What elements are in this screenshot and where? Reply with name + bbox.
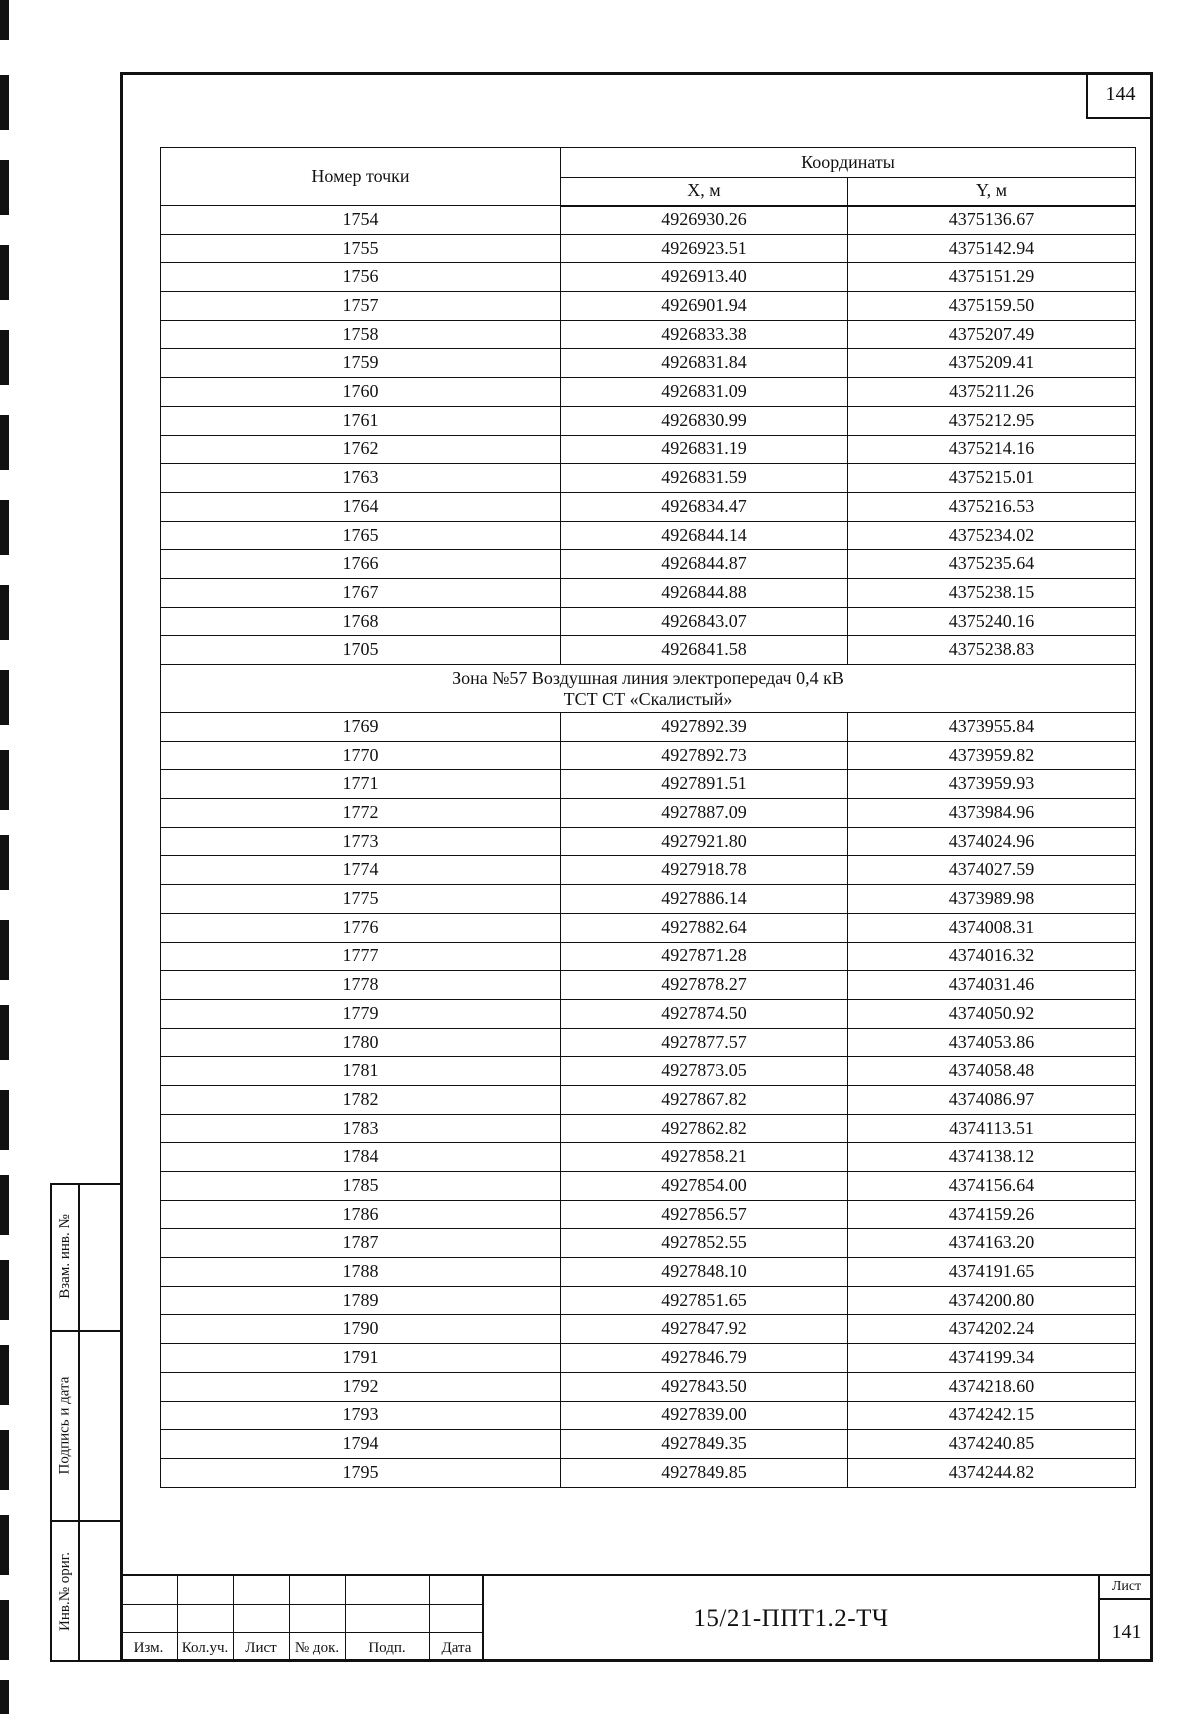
x-coordinate-cell: 4926831.19 <box>561 435 848 464</box>
point-number-cell: 1792 <box>161 1372 561 1401</box>
table-row <box>161 1430 1136 1459</box>
table-row <box>161 320 1136 349</box>
table-row <box>161 1114 1136 1143</box>
zone-title-line1: Зона №57 Воздушная линия электропередач 0,4 кВ <box>452 667 844 688</box>
x-coordinate-cell: 4926831.84 <box>561 349 848 378</box>
binding-mark <box>0 1430 9 1490</box>
x-coordinate-cell: 4927862.82 <box>561 1114 848 1143</box>
x-coordinate-cell: 4927856.57 <box>561 1200 848 1229</box>
binding-mark <box>0 160 9 215</box>
x-coordinate-cell: 4927846.79 <box>561 1344 848 1373</box>
x-coordinate-cell: 4927918.78 <box>561 856 848 885</box>
x-coordinate-cell: 4927854.00 <box>561 1172 848 1201</box>
x-coordinate-cell: 4926834.47 <box>561 492 848 521</box>
x-coordinate-cell: 4926844.87 <box>561 550 848 579</box>
y-coordinate-cell: 4375159.50 <box>848 292 1136 321</box>
table-row <box>161 885 1136 914</box>
table-row <box>161 741 1136 770</box>
table-row <box>161 263 1136 292</box>
y-coordinate-cell: 4374053.86 <box>848 1028 1136 1057</box>
header-coordinates: Координаты <box>561 148 1136 178</box>
stamp-podp: Подп. <box>368 1640 406 1656</box>
x-coordinate-cell: 4927877.57 <box>561 1028 848 1057</box>
sheet-box <box>1098 1574 1153 1662</box>
table-row <box>161 999 1136 1028</box>
y-coordinate-cell: 4373959.93 <box>848 770 1136 799</box>
binding-mark <box>0 750 9 810</box>
point-number-cell: 1784 <box>161 1143 561 1172</box>
binding-mark <box>0 1260 9 1320</box>
table-row <box>161 521 1136 550</box>
y-coordinate-cell: 4374200.80 <box>848 1286 1136 1315</box>
table-row <box>161 578 1136 607</box>
point-number-cell: 1770 <box>161 741 561 770</box>
point-number-cell: 1769 <box>161 713 561 742</box>
table-row <box>161 1057 1136 1086</box>
binding-mark <box>0 1515 9 1575</box>
table-row <box>161 856 1136 885</box>
document-code <box>484 1574 1098 1662</box>
y-coordinate-cell: 4374113.51 <box>848 1114 1136 1143</box>
side-label-vzam: Взам. инв. № <box>56 1214 73 1299</box>
y-coordinate-cell: 4373959.82 <box>848 741 1136 770</box>
x-coordinate-cell: 4926831.09 <box>561 378 848 407</box>
table-row <box>161 713 1136 742</box>
point-number-cell: 1767 <box>161 578 561 607</box>
point-number-cell: 1774 <box>161 856 561 885</box>
y-coordinate-cell: 4374024.96 <box>848 827 1136 856</box>
title-block <box>120 1574 1153 1662</box>
x-coordinate-cell: 4927871.28 <box>561 942 848 971</box>
zone-title-line2: ТСТ СТ «Скалистый» <box>563 688 733 709</box>
table-row <box>161 378 1136 407</box>
y-coordinate-cell: 4374050.92 <box>848 999 1136 1028</box>
y-coordinate-cell: 4374242.15 <box>848 1401 1136 1430</box>
x-coordinate-cell: 4926930.26 <box>561 206 848 235</box>
stamp-koluch: Кол.уч. <box>181 1640 229 1656</box>
y-coordinate-cell: 4375214.16 <box>848 435 1136 464</box>
table-row <box>161 1028 1136 1057</box>
point-number-cell: 1760 <box>161 378 561 407</box>
point-number-cell: 1759 <box>161 349 561 378</box>
stamp-ndok: № док. <box>294 1640 340 1656</box>
y-coordinate-cell: 4374199.34 <box>848 1344 1136 1373</box>
x-coordinate-cell: 4927851.65 <box>561 1286 848 1315</box>
y-coordinate-cell: 4374008.31 <box>848 913 1136 942</box>
side-label-inv: Инв.№ ориг. <box>56 1551 73 1631</box>
y-coordinate-cell: 4374159.26 <box>848 1200 1136 1229</box>
binding-mark <box>0 1345 9 1405</box>
header-point-number: Номер точки <box>161 148 561 206</box>
y-coordinate-cell: 4375142.94 <box>848 234 1136 263</box>
y-coordinate-cell: 4373984.96 <box>848 799 1136 828</box>
point-number-cell: 1790 <box>161 1315 561 1344</box>
table-row <box>161 636 1136 665</box>
table-row <box>161 1229 1136 1258</box>
point-number-cell: 1780 <box>161 1028 561 1057</box>
x-coordinate-cell: 4927847.92 <box>561 1315 848 1344</box>
x-coordinate-cell: 4926831.59 <box>561 464 848 493</box>
x-coordinate-cell: 4926844.88 <box>561 578 848 607</box>
x-coordinate-cell: 4927882.64 <box>561 913 848 942</box>
y-coordinate-cell: 4373989.98 <box>848 885 1136 914</box>
binding-mark <box>0 585 9 640</box>
point-number-cell: 1764 <box>161 492 561 521</box>
y-coordinate-cell: 4374156.64 <box>848 1172 1136 1201</box>
zone-row <box>161 665 1136 713</box>
binding-mark <box>0 1090 9 1150</box>
binding-mark <box>0 1175 9 1235</box>
y-coordinate-cell: 4374163.20 <box>848 1229 1136 1258</box>
x-coordinate-cell: 4926843.07 <box>561 607 848 636</box>
y-coordinate-cell: 4375211.26 <box>848 378 1136 407</box>
point-number-cell: 1786 <box>161 1200 561 1229</box>
binding-mark <box>0 245 9 300</box>
y-coordinate-cell: 4374218.60 <box>848 1372 1136 1401</box>
x-coordinate-cell: 4927852.55 <box>561 1229 848 1258</box>
table-row <box>161 1372 1136 1401</box>
point-number-cell: 1779 <box>161 999 561 1028</box>
table-row <box>161 292 1136 321</box>
table-row <box>161 1172 1136 1201</box>
y-coordinate-cell: 4374240.85 <box>848 1430 1136 1459</box>
y-coordinate-cell: 4375209.41 <box>848 349 1136 378</box>
x-coordinate-cell: 4927891.51 <box>561 770 848 799</box>
x-coordinate-cell: 4927858.21 <box>561 1143 848 1172</box>
table-row <box>161 435 1136 464</box>
y-coordinate-cell: 4375207.49 <box>848 320 1136 349</box>
x-coordinate-cell: 4926830.99 <box>561 406 848 435</box>
point-number-cell: 1777 <box>161 942 561 971</box>
y-coordinate-cell: 4374138.12 <box>848 1143 1136 1172</box>
y-coordinate-cell: 4375234.02 <box>848 521 1136 550</box>
binding-mark <box>0 670 9 725</box>
stamp-list: Лист <box>245 1640 277 1656</box>
y-coordinate-cell: 4374058.48 <box>848 1057 1136 1086</box>
table-row <box>161 1200 1136 1229</box>
point-number-cell: 1775 <box>161 885 561 914</box>
y-coordinate-cell: 4374016.32 <box>848 942 1136 971</box>
document-code-text: 15/21-ППТ1.2-ТЧ <box>693 1605 889 1632</box>
x-coordinate-cell: 4926923.51 <box>561 234 848 263</box>
binding-mark <box>0 500 9 555</box>
binding-mark <box>0 330 9 385</box>
table-row <box>161 1085 1136 1114</box>
binding-mark <box>0 415 9 470</box>
point-number-cell: 1788 <box>161 1258 561 1287</box>
table-row <box>161 827 1136 856</box>
point-number-cell: 1765 <box>161 521 561 550</box>
page-number: 144 <box>1105 83 1136 105</box>
point-number-cell: 1785 <box>161 1172 561 1201</box>
point-number-cell: 1754 <box>161 206 561 235</box>
x-coordinate-cell: 4927873.05 <box>561 1057 848 1086</box>
table-row <box>161 464 1136 493</box>
x-coordinate-cell: 4927887.09 <box>561 799 848 828</box>
x-coordinate-cell: 4926901.94 <box>561 292 848 321</box>
point-number-cell: 1793 <box>161 1401 561 1430</box>
point-number-cell: 1791 <box>161 1344 561 1373</box>
point-number-cell: 1781 <box>161 1057 561 1086</box>
header-x: X, м <box>561 178 848 206</box>
sheet-number: 141 <box>1111 1620 1142 1643</box>
x-coordinate-cell: 4927886.14 <box>561 885 848 914</box>
point-number-cell: 1758 <box>161 320 561 349</box>
table-row <box>161 349 1136 378</box>
table-row <box>161 1458 1136 1487</box>
stamp-izm: Изм. <box>133 1640 164 1656</box>
x-coordinate-cell: 4927849.35 <box>561 1430 848 1459</box>
point-number-cell: 1789 <box>161 1286 561 1315</box>
point-number-cell: 1794 <box>161 1430 561 1459</box>
y-coordinate-cell: 4374031.46 <box>848 971 1136 1000</box>
y-coordinate-cell: 4374086.97 <box>848 1085 1136 1114</box>
point-number-cell: 1776 <box>161 913 561 942</box>
y-coordinate-cell: 4375216.53 <box>848 492 1136 521</box>
table-row <box>161 942 1136 971</box>
y-coordinate-cell: 4374191.65 <box>848 1258 1136 1287</box>
point-number-cell: 1761 <box>161 406 561 435</box>
y-coordinate-cell: 4375235.64 <box>848 550 1136 579</box>
binding-mark <box>0 75 9 130</box>
x-coordinate-cell: 4926844.14 <box>561 521 848 550</box>
zone-title <box>161 665 1136 713</box>
y-coordinate-cell: 4375151.29 <box>848 263 1136 292</box>
point-number-cell: 1768 <box>161 607 561 636</box>
point-number-cell: 1762 <box>161 435 561 464</box>
table-row <box>161 1143 1136 1172</box>
x-coordinate-cell: 4926833.38 <box>561 320 848 349</box>
binding-mark <box>0 920 9 980</box>
y-coordinate-cell: 4375136.67 <box>848 206 1136 235</box>
table-row <box>161 550 1136 579</box>
x-coordinate-cell: 4927921.80 <box>561 827 848 856</box>
point-number-cell: 1773 <box>161 827 561 856</box>
y-coordinate-cell: 4375212.95 <box>848 406 1136 435</box>
point-number-cell: 1772 <box>161 799 561 828</box>
binding-mark <box>0 0 9 40</box>
table-row <box>161 492 1136 521</box>
x-coordinate-cell: 4927848.10 <box>561 1258 848 1287</box>
table-row <box>161 971 1136 1000</box>
point-number-cell: 1787 <box>161 1229 561 1258</box>
point-number-cell: 1755 <box>161 234 561 263</box>
y-coordinate-cell: 4373955.84 <box>848 713 1136 742</box>
binding-mark <box>0 1680 9 1714</box>
x-coordinate-cell: 4926841.58 <box>561 636 848 665</box>
point-number-cell: 1778 <box>161 971 561 1000</box>
point-number-cell: 1757 <box>161 292 561 321</box>
x-coordinate-cell: 4927843.50 <box>561 1372 848 1401</box>
sheet-label: Лист <box>1100 1576 1153 1600</box>
x-coordinate-cell: 4926913.40 <box>561 263 848 292</box>
table-row <box>161 1315 1136 1344</box>
y-coordinate-cell: 4375240.16 <box>848 607 1136 636</box>
point-number-cell: 1795 <box>161 1458 561 1487</box>
table-row <box>161 1401 1136 1430</box>
table-row <box>161 1344 1136 1373</box>
y-coordinate-cell: 4374202.24 <box>848 1315 1136 1344</box>
table-row <box>161 913 1136 942</box>
coordinates-table <box>160 147 1136 1488</box>
y-coordinate-cell: 4375238.15 <box>848 578 1136 607</box>
page-number-box <box>1086 72 1153 119</box>
x-coordinate-cell: 4927867.82 <box>561 1085 848 1114</box>
table-row <box>161 1258 1136 1287</box>
point-number-cell: 1783 <box>161 1114 561 1143</box>
header-y: Y, м <box>848 178 1136 206</box>
binding-mark <box>0 1600 9 1660</box>
x-coordinate-cell: 4927892.73 <box>561 741 848 770</box>
table-row <box>161 1286 1136 1315</box>
point-number-cell: 1763 <box>161 464 561 493</box>
x-coordinate-cell: 4927874.50 <box>561 999 848 1028</box>
table-row <box>161 799 1136 828</box>
y-coordinate-cell: 4374027.59 <box>848 856 1136 885</box>
table-row <box>161 607 1136 636</box>
x-coordinate-cell: 4927892.39 <box>561 713 848 742</box>
x-coordinate-cell: 4927839.00 <box>561 1401 848 1430</box>
y-coordinate-cell: 4374244.82 <box>848 1458 1136 1487</box>
y-coordinate-cell: 4375238.83 <box>848 636 1136 665</box>
x-coordinate-cell: 4927878.27 <box>561 971 848 1000</box>
table-row <box>161 206 1136 235</box>
point-number-cell: 1756 <box>161 263 561 292</box>
y-coordinate-cell: 4375215.01 <box>848 464 1136 493</box>
x-coordinate-cell: 4927849.85 <box>561 1458 848 1487</box>
point-number-cell: 1766 <box>161 550 561 579</box>
binding-mark <box>0 835 9 890</box>
table-row <box>161 770 1136 799</box>
revision-grid <box>120 1574 484 1662</box>
point-number-cell: 1771 <box>161 770 561 799</box>
point-number-cell: 1705 <box>161 636 561 665</box>
binding-mark <box>0 1005 9 1060</box>
point-number-cell: 1782 <box>161 1085 561 1114</box>
stamp-data: Дата <box>441 1640 472 1656</box>
table-row <box>161 406 1136 435</box>
table-row <box>161 234 1136 263</box>
side-label-podpis: Подпись и дата <box>56 1376 73 1474</box>
